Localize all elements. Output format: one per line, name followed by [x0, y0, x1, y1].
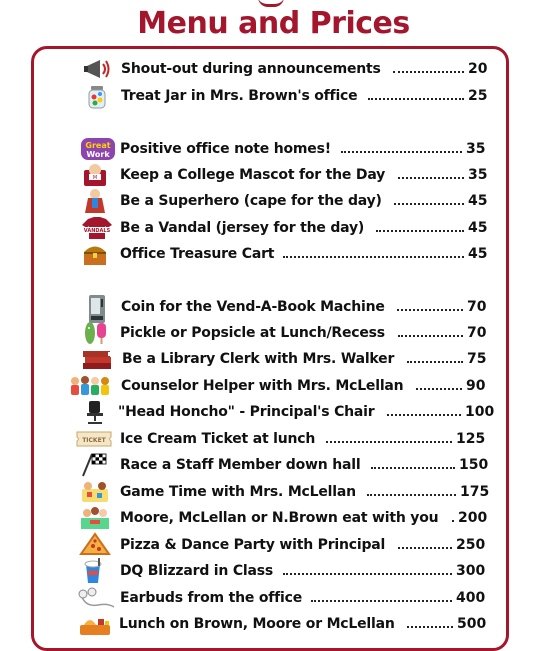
svg-text:VANDALS: VANDALS: [83, 228, 111, 234]
menu-item: [0, 532, 547, 558]
menu-item-price: 45: [468, 220, 488, 236]
menu-item: [0, 188, 547, 214]
great-work-badge-icon: [80, 136, 110, 162]
dot-leader: [393, 71, 464, 73]
menu-item-label: Earbuds from the office: [120, 590, 303, 606]
menu-item-price: 25: [468, 88, 488, 104]
menu-item-label: Pickle or Popsicle at Lunch/Recess: [120, 325, 385, 341]
menu-item-label: Keep a College Mascot for the Day: [120, 167, 386, 183]
menu-item-price: 300: [456, 563, 486, 579]
dot-leader: [407, 361, 463, 363]
menu-item: [0, 56, 547, 82]
menu-item-price: 150: [459, 457, 489, 473]
menu-item-label: Coin for the Vend-A-Book Machine: [121, 299, 385, 315]
menu-item-price: 45: [468, 246, 488, 262]
dot-leader: [326, 441, 452, 443]
menu-item-price: 70: [467, 325, 487, 341]
svg-text:Work: Work: [86, 150, 110, 159]
menu-item-price: 35: [466, 141, 486, 157]
menu-item-price: 400: [456, 590, 486, 606]
blizzard-cup-icon: [78, 558, 108, 584]
board-game-icon: [78, 479, 108, 505]
menu-item-label: Race a Staff Member down hall: [120, 457, 361, 473]
menu-item-price: 100: [465, 404, 495, 420]
racing-flag-icon: [78, 452, 108, 478]
megaphone-icon: [82, 56, 112, 82]
dot-leader: [397, 309, 463, 311]
menu-item-label: "Head Honcho" - Principal's Chair: [118, 404, 375, 420]
dot-leader: [283, 256, 464, 258]
superhero-icon: [80, 188, 110, 214]
menu-item: [0, 611, 547, 637]
menu-item-price: 500: [457, 616, 487, 632]
dot-leader: [398, 177, 464, 179]
menu-item-label: Positive office note homes!: [120, 141, 331, 157]
svg-text:M: M: [92, 175, 98, 181]
dot-leader: [394, 203, 464, 205]
menu-item-price: 75: [467, 351, 487, 367]
menu-item: [0, 215, 547, 241]
menu-item-price: 35: [468, 167, 488, 183]
menu-item: [0, 241, 547, 267]
dot-leader: [387, 414, 461, 416]
menu-item-label: Game Time with Mrs. McLellan: [120, 484, 356, 500]
svg-text:TICKET: TICKET: [82, 437, 106, 444]
menu-item-price: 125: [456, 431, 486, 447]
menu-item: [0, 505, 547, 531]
books-icon: [80, 346, 110, 372]
dot-leader: [341, 151, 462, 153]
pickle-popsicle-icon: [80, 320, 110, 346]
ticket-icon: [74, 426, 104, 452]
menu-item-label: Be a Vandal (jersey for the day): [120, 220, 365, 236]
page-title: Menu and Prices: [137, 6, 410, 41]
menu-item: [0, 399, 547, 425]
menu-item: [0, 83, 547, 109]
menu-item-label: Lunch on Brown, Moore or McLellan: [119, 616, 395, 632]
dot-leader: [371, 467, 455, 469]
dot-leader: [311, 600, 452, 602]
menu-item-price: 20: [468, 61, 488, 77]
dot-leader: [452, 520, 454, 522]
kids-group-icon: [68, 373, 98, 399]
menu-item-price: 200: [458, 510, 488, 526]
menu-item-label: Moore, McLellan or N.Brown eat with you: [120, 510, 439, 526]
menu-item: [0, 426, 547, 452]
candy-jar-icon: [82, 83, 112, 109]
menu-item-price: 70: [467, 299, 487, 315]
dot-leader: [398, 335, 463, 337]
picnic-icon: [78, 505, 108, 531]
menu-item: [0, 558, 547, 584]
menu-item: [0, 585, 547, 611]
menu-item: [0, 479, 547, 505]
menu-item: [0, 346, 547, 372]
menu-item: [0, 320, 547, 346]
menu-item: [0, 452, 547, 478]
menu-item-label: DQ Blizzard in Class: [120, 563, 274, 579]
menu-item-price: 175: [460, 484, 490, 500]
office-chair-icon: [80, 399, 110, 425]
menu-item-label: Be a Superhero (cape for the day): [120, 193, 382, 209]
dot-leader: [416, 388, 462, 390]
menu-item: [0, 162, 547, 188]
mascot-icon: [80, 162, 110, 188]
menu-item-price: 250: [456, 537, 486, 553]
menu-item-label: Office Treasure Cart: [120, 246, 275, 262]
menu-item-label: Shout-out during announcements: [121, 61, 381, 77]
vending-machine-icon: [82, 294, 112, 320]
menu-item-price: 45: [468, 193, 488, 209]
vandals-jersey-icon: [80, 215, 110, 241]
dot-leader: [367, 494, 456, 496]
dot-leader: [368, 98, 464, 100]
dot-leader: [283, 573, 452, 575]
earbuds-icon: [78, 585, 108, 611]
menu-item-price: 90: [466, 378, 486, 394]
dot-leader: [398, 547, 452, 549]
menu-item-label: Pizza & Dance Party with Principal: [120, 537, 386, 553]
lunch-tray-icon: [78, 611, 108, 637]
menu-item-label: Ice Cream Ticket at lunch: [120, 431, 316, 447]
menu-item: [0, 373, 547, 399]
menu-item-label: Treat Jar in Mrs. Brown's office: [121, 88, 358, 104]
menu-item: [0, 136, 547, 162]
menu-item: [0, 294, 547, 320]
dot-leader: [376, 230, 464, 232]
svg-text:Great: Great: [85, 141, 111, 150]
treasure-chest-icon: [80, 241, 110, 267]
dot-leader: [407, 626, 453, 628]
menu-item-label: Be a Library Clerk with Mrs. Walker: [122, 351, 395, 367]
menu-item-label: Counselor Helper with Mrs. McLellan: [121, 378, 404, 394]
pizza-slice-icon: [78, 532, 108, 558]
